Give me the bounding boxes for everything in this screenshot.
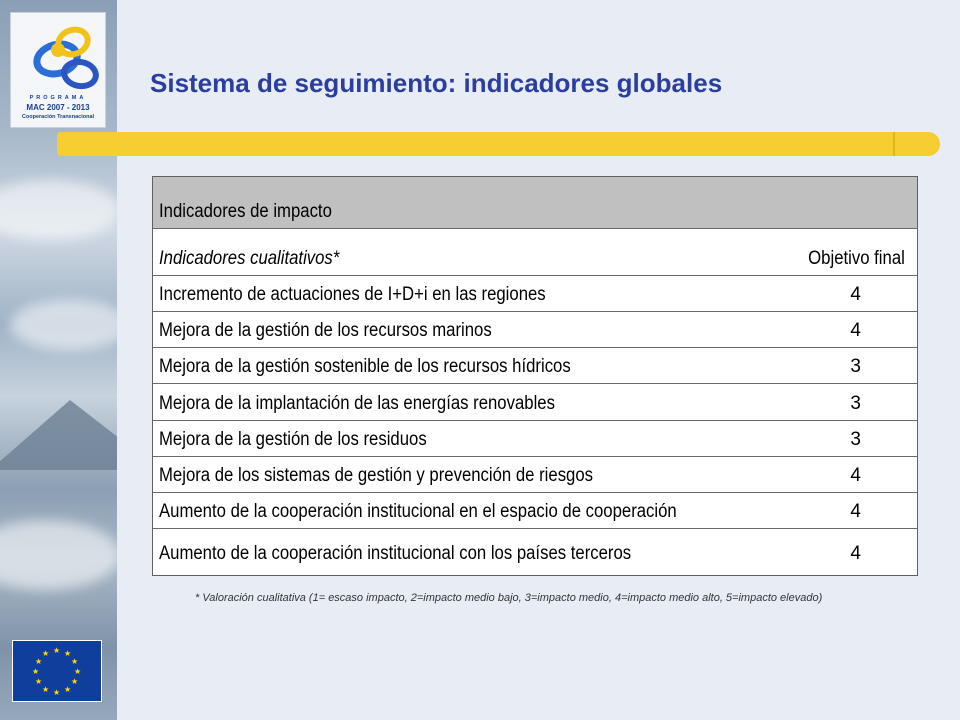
subheader-value: Objetivo final (808, 248, 905, 269)
table-row (153, 493, 917, 529)
table-row (153, 312, 917, 348)
row-value: 4 (850, 320, 861, 341)
row-value: 3 (850, 356, 861, 377)
row-value: 4 (850, 284, 861, 305)
accent-bar (57, 132, 940, 156)
table-row (153, 384, 917, 421)
table-row (153, 348, 917, 384)
row-label: Mejora de la implantación de las energías renovables (159, 393, 555, 414)
logo-mac-label: MAC 2007 - 2013 (26, 103, 90, 112)
table-header-label: Indicadores de impacto (159, 201, 332, 222)
program-logo (10, 12, 106, 128)
row-label: Mejora de la gestión de los residuos (159, 429, 427, 450)
row-label: Mejora de la gestión de los recursos marinos (159, 320, 492, 341)
row-value: 4 (850, 465, 861, 486)
row-value: 3 (850, 429, 861, 450)
eu-flag-icon: ★ ★ ★ ★ ★ ★ ★ ★ ★ ★ ★ ★ (12, 640, 102, 702)
row-value: 4 (850, 543, 861, 564)
row-value: 3 (850, 393, 861, 414)
row-value: 4 (850, 501, 861, 522)
indicators-table (152, 176, 918, 576)
table-row (153, 457, 917, 493)
row-label: Incremento de actuaciones de I+D+i en las regiones (159, 284, 546, 305)
table-header-row (153, 177, 917, 229)
logo-program-label: PROGRAMA (29, 95, 87, 101)
row-label: Aumento de la cooperación institucional con los países terceros (159, 543, 632, 564)
row-label: Mejora de los sistemas de gestión y prevención de riesgos (159, 465, 594, 486)
row-label: Mejora de la gestión sostenible de los recursos hídricos (159, 356, 571, 377)
row-label: Aumento de la cooperación institucional en el espacio de cooperación (159, 501, 677, 522)
page-title: Sistema de seguimiento: indicadores globales (150, 68, 723, 98)
logo-cooperation-label: Cooperación Transnacional (21, 114, 95, 120)
table-row (153, 276, 917, 312)
table-subheader-row (153, 229, 917, 276)
table-row (153, 529, 917, 575)
footnote: * Valoración cualitativa (1= escaso impacto, 2=impacto medio bajo, 3=impacto medio, 4=impacto medio alto, 5=impacto elevado) (195, 592, 823, 604)
accent-bar-divider (893, 132, 895, 156)
sidebar-background (0, 0, 117, 720)
mountain-decoration (0, 400, 117, 470)
table-row (153, 421, 917, 457)
subheader-label: Indicadores cualitativos* (159, 248, 340, 269)
